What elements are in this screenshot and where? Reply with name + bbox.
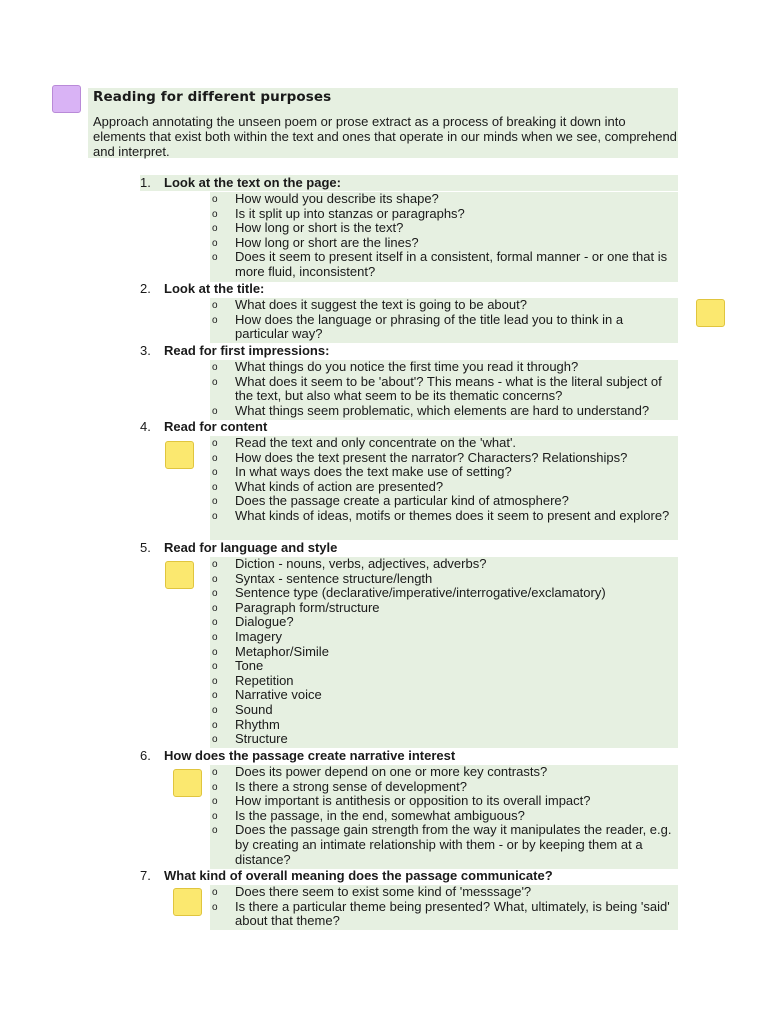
list-item: o How long or short are the lines? — [210, 236, 678, 251]
list-item: o How does the text present the narrator? Characters? Relationships? — [210, 451, 678, 466]
list-item: o What does it suggest the text is going to be about? — [210, 298, 678, 313]
section-list — [210, 557, 678, 747]
section-title: 2. Look at the title: — [140, 281, 265, 296]
list-item: o Does its power depend on one or more key contrasts? — [210, 765, 678, 780]
list-item: o Diction - nouns, verbs, adjectives, adverbs? — [210, 557, 678, 572]
intro-paragraph: Approach annotating the unseen poem or prose extract as a process of breaking it down into elements that exist both within the text and ones that operate in our minds when we see, comprehend and interpret. — [93, 114, 677, 159]
list-item: o Does the passage gain strength from the way it manipulates the reader, e.g. by creating an intimate relationship with them - or by keeping them at a distance? — [210, 823, 678, 867]
list-item: o Read the text and only concentrate on the 'what'. — [210, 436, 678, 451]
list-item: o How does the language or phrasing of the title lead you to think in a particular way? — [210, 313, 678, 342]
list-item: o Is there a strong sense of development? — [210, 780, 678, 795]
list-item: o Structure — [210, 732, 678, 747]
list-item: o Rhythm — [210, 718, 678, 733]
list-item: o What things do you notice the first time you read it through? — [210, 360, 678, 375]
list-item: o Tone — [210, 659, 678, 674]
list-item: o Paragraph form/structure — [210, 601, 678, 616]
list-item: o Sound — [210, 703, 678, 718]
page-title: Reading for different purposes — [93, 89, 332, 105]
section-list — [210, 885, 678, 929]
section-title: 1. Look at the text on the page: — [140, 175, 341, 190]
list-item: o Repetition — [210, 674, 678, 689]
list-item: o What things seem problematic, which elements are hard to understand? — [210, 404, 678, 419]
list-item: o Sentence type (declarative/imperative/interrogative/exclamatory) — [210, 586, 678, 601]
sticky-note-yellow[interactable] — [696, 299, 725, 327]
list-item: o What kinds of action are presented? — [210, 480, 678, 495]
list-item: o Is the passage, in the end, somewhat ambiguous? — [210, 809, 678, 824]
section-list — [210, 192, 678, 280]
list-item: o Is it split up into stanzas or paragraphs? — [210, 207, 678, 222]
list-item: o Is there a particular theme being presented? What, ultimately, is being 'said' about that theme? — [210, 900, 678, 929]
section-title: 6. How does the passage create narrative interest — [140, 748, 456, 763]
list-item: o What does it seem to be 'about'? This means - what is the literal subject of the text, but also what seem to be its thematic concerns? — [210, 375, 678, 404]
list-item: o What kinds of ideas, motifs or themes does it seem to present and explore? — [210, 509, 678, 524]
list-item: o In what ways does the text make use of setting? — [210, 465, 678, 480]
section-list — [210, 298, 678, 342]
section-title: 7. What kind of overall meaning does the passage communicate? — [140, 868, 553, 883]
list-item: o Imagery — [210, 630, 678, 645]
section-title: 4. Read for content — [140, 419, 268, 434]
sticky-note-yellow[interactable] — [173, 888, 202, 916]
list-item: o Syntax - sentence structure/length — [210, 572, 678, 587]
list-item: o Does the passage create a particular kind of atmosphere? — [210, 494, 678, 509]
list-item: o Does it seem to present itself in a consistent, formal manner - or one that is more fluid, inconsistent? — [210, 250, 678, 279]
list-item: o How important is antithesis or opposition to its overall impact? — [210, 794, 678, 809]
list-item: o How would you describe its shape? — [210, 192, 678, 207]
sticky-note-purple[interactable] — [52, 85, 81, 113]
list-item: o How long or short is the text? — [210, 221, 678, 236]
sticky-note-yellow[interactable] — [173, 769, 202, 797]
sticky-note-yellow[interactable] — [165, 561, 194, 589]
section-list — [210, 360, 678, 418]
list-item: o Metaphor/Simile — [210, 645, 678, 660]
section-list — [210, 436, 678, 524]
section-title: 3. Read for first impressions: — [140, 343, 330, 358]
section-title: 5. Read for language and style — [140, 540, 338, 555]
sticky-note-yellow[interactable] — [165, 441, 194, 469]
list-item: o Narrative voice — [210, 688, 678, 703]
list-item: o Does there seem to exist some kind of 'messsage'? — [210, 885, 678, 900]
list-item: o Dialogue? — [210, 615, 678, 630]
section-list — [210, 765, 678, 867]
